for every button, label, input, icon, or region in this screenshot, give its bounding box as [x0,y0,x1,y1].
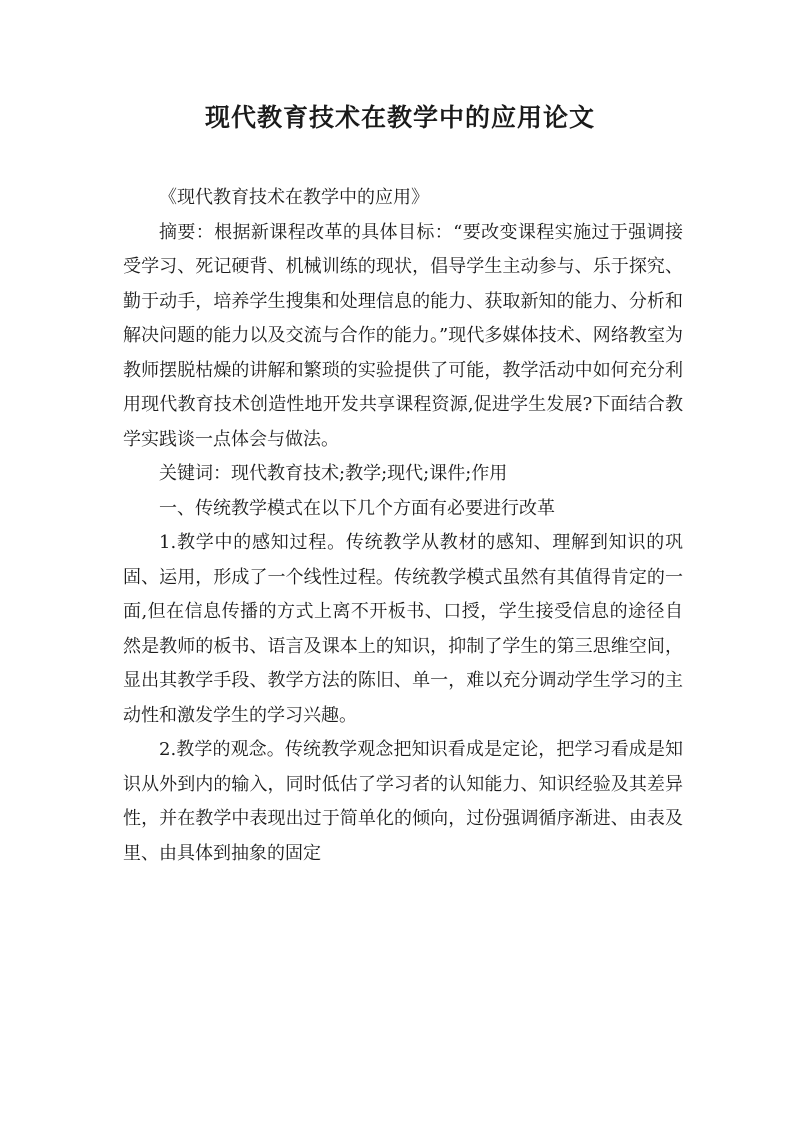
paragraph-keywords: 关键词：现代教育技术;教学;现代;课件;作用 [159,463,508,484]
paragraph-subtitle: 《现代教育技术在教学中的应用》 [159,187,429,208]
paragraph-point-1: 1.教学中的感知过程。传统教学从教材的感知、理解到知识的巩固、运用，形成了一个线性过程。传统教学模式虽然有其值得肯定的一面,但在信息传播的方式上离不开板书、口授，学生接受信息的途径自然是教师的板书、语言及课本上的知识，抑制了学生的第三思维空间，显出其教学手段、教学方法的陈旧、单一，难以充分调动学生学习的主动性和激发学生的学习兴趣。 [123,532,683,726]
document-title: 现代教育技术在教学中的应用论文 [204,103,595,132]
paragraph-point-2: 2.教学的观念。传统教学观念把知识看成是定论，把学习看成是知识从外到内的输入，同时低估了学习者的认知能力、知识经验及其差异性，并在教学中表现出过于简单化的倾向，过份强调循序渐进、由表及里、由具体到抽象的固定 [123,739,683,864]
paragraph-abstract: 摘要：根据新课程改革的具体目标：“要改变课程实施过于强调接受学习、死记硬背、机械训练的现状，倡导学生主动参与、乐于探究、勤于动手，培养学生搜集和处理信息的能力、获取新知的能力、分析和解决问题的能力以及交流与合作的能力。”现代多媒体技术、网络教室为教师摆脱枯燥的讲解和繁琐的实验提供了可能，教学活动中如何充分利用现代教育技术创造性地开发共享课程资源,促进学生发展?下面结合教学实践谈一点体会与做法。 [123,221,683,450]
section-heading-1: 一、传统教学模式在以下几个方面有必要进行改革 [159,497,555,519]
document-body [123,181,683,871]
